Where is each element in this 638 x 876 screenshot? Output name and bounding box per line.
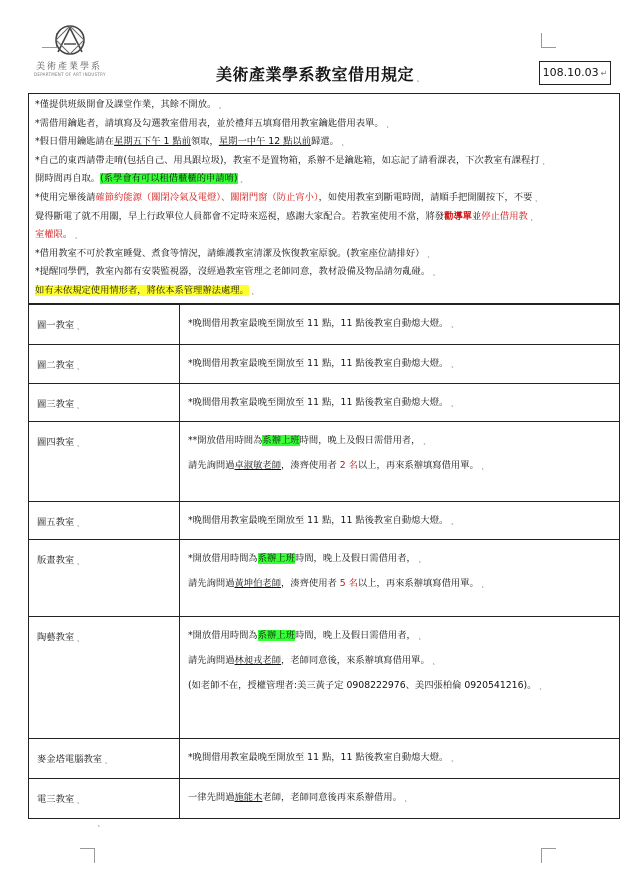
crop-mark [80,848,95,863]
text-segment: 卓淑敏老師 [234,460,281,471]
text-segment: 開時間再自取。 [35,173,101,185]
text-segment: 一律先問過 [188,792,235,803]
room-row [29,502,620,540]
text-segment: *借用教室不可於教室睡覺、煮食等情況，請維護教室清潔及恢復教室原貌。(教室座位請排好） [35,247,425,259]
text-segment: 確節約能源（關閉冷氣及電燈）、關閉門窗（防止宵小） [95,192,319,203]
text-segment: 歸還。 [310,136,339,148]
text-segment: *晚間借用教室最晚至開放至 11 點，11 點後教室自動熄大燈。 [188,752,449,763]
text-segment: ，湊齊使用者 [281,460,340,471]
text-segment: 系辦上班 [257,553,295,564]
room-rule [180,305,620,345]
text-segment: *開放借用時間為 [188,553,258,564]
rule-line: 覺得斷電了就不用關，早上行政單位人員都會不定時來巡視，感謝大家配合。若教室使用不當，將發勸導單並停止借用教 ˛ [35,210,534,222]
room-rule-line: 一律先問過施能木老師，老師同意後再來系辦借用。 ˛ [188,792,408,803]
rule-line: 如有未依規定使用情形者，將依本系管理辦法處理。 ˛ [35,285,255,296]
text-segment: 請先詢問過 [188,460,235,471]
rules-box [28,93,620,304]
rule-line: 開時間再自取。(系學會有可以租借櫃櫃的申請唷) ˛ [35,173,244,185]
rule-line: 室權限。 ˛ [35,229,79,241]
text-segment: *晚間借用教室最晚至開放至 11 點，11 點後教室自動熄大燈。 [188,358,449,369]
text-segment: ，老師同意後，來系辦填寫借用單。 [281,655,430,666]
text-segment: 如有未依規定使用情形者，將依本系管理辦法處理。 [35,285,249,296]
text-segment: *使用完畢後請 [35,192,96,203]
crop-mark [541,33,556,48]
room-rule-line: *晚間借用教室最晚至開放至 11 點，11 點後教室自動熄大燈。 ˛ [188,358,455,369]
text-segment: 星期一中午 12 點以前 [218,136,311,148]
text-segment: 系辦上班 [257,630,295,641]
room-name: 陶藝教室 ˛ [29,617,180,739]
room-name: 圖一教室 ˛ [29,305,180,345]
text-segment: 黃坤伯老師 [234,578,281,589]
room-name: 圖三教室 ˛ [29,384,180,422]
text-segment: **開放借用時間為 [188,435,263,446]
room-row [29,739,620,779]
text-segment: 星期五下午 1 點前 [114,136,191,148]
room-rule-line: 請先詢問過林昶戎老師，老師同意後，來系辦填寫借用單。 ˛ [188,655,436,666]
text-segment: 室權限 [35,229,63,241]
room-name: 圖二教室 ˛ [29,345,180,384]
text-segment: 停止借用教 [481,210,528,222]
room-rule [180,739,620,779]
room-rule-line: 請先詢問過卓淑敏老師，湊齊使用者 2 名以上，再來系辦填寫借用單。 ˛ [188,460,485,471]
room-row [29,779,620,819]
text-segment: *晚間借用教室最晚至開放至 11 點，11 點後教室自動熄大燈。 [188,318,449,329]
room-row [29,422,620,502]
text-segment: 並 [471,210,482,222]
text-segment: 2 名 [339,460,358,471]
room-rule-line: *開放借用時間為系辦上班時間，晚上及假日需借用者， ˛ [188,630,422,641]
room-name: 版畫教室 ˛ [29,540,180,617]
text-segment: 時間，晚上及假日需借用者， [294,553,416,564]
text-segment: 林昶戎老師 [234,655,281,666]
room-rule-line: *晚間借用教室最晚至開放至 11 點，11 點後教室自動熄大燈。 ˛ [188,318,455,329]
text-segment: (如老師不在，授權管理者:美三黃子定 0908222976、美四張柏倫 0920541216)。 [188,680,537,691]
text-segment: 請先詢問過 [188,578,235,589]
text-segment: *僅提供班級開會及課堂作業，其餘不開放。 [35,99,217,110]
text-segment: *提醒同學們，教室內都有安裝監視器，沒經過教室管理之老師同意，教材設備及物品請勿亂碰。 [35,266,431,278]
room-rule-line: 請先詢問過黃坤伯老師，湊齊使用者 5 名以上，再來系辦填寫借用單。 ˛ [188,578,485,589]
room-rule [180,779,620,819]
text-segment: *開放借用時間為 [188,630,258,641]
rule-line: *借用教室不可於教室睡覺、煮食等情況，請維護教室清潔及恢復教室原貌。(教室座位請排好） ˛ [35,247,431,259]
room-rule-line [188,667,619,679]
room-rule-line: *晚間借用教室最晚至開放至 11 點，11 點後教室自動熄大燈。 ˛ [188,752,455,763]
room-rule-line: *開放借用時間為系辦上班時間，晚上及假日需借用者， ˛ [188,553,422,564]
room-name: 圖五教室 ˛ [29,502,180,540]
text-segment: *自己的東西請帶走唷(包括自己、用具跟垃圾)，教室不是置物箱，系辦不是鑰匙箱，如忘記了請看課表，下次教室有課程打 [35,154,540,166]
rule-line: *需借用鑰匙者，請填寫及勾選教室借用表，並於禮拜五填寫借用教室鑰匙借用表單。 ˛ [35,117,390,129]
text-segment: 施能木 [234,792,263,803]
text-segment: 覺得斷電了就不用關，早上行政單位人員都會不定時來巡視，感謝大家配合。若教室使用不當，將發 [35,210,445,222]
text-segment: 時間，晚上及假日需借用者， [299,435,421,446]
room-name: 麥金塔電腦教室 ˛ [29,739,180,779]
text-segment: ，如使用教室到斷電時間，請順手把開關按下，不要 [318,192,533,203]
text-segment: *假日借用鑰匙請在 [35,136,115,148]
logo-english-text: DEPARTMENT OF ART INDUSTRY [34,72,106,77]
text-segment: 以上，再來系辦填寫借用單。 [357,578,479,589]
room-row [29,384,620,422]
text-segment: 時間，晚上及假日需借用者， [294,630,416,641]
crop-mark [541,848,556,863]
room-rule-line [188,565,619,577]
text-segment: 勸導單 [444,210,472,222]
rule-line: *使用完畢後請確節約能源（關閉冷氣及電燈）、關閉門窗（防止宵小），如使用教室到斷電時間，請順手把開關按下，不要 ˛ [35,192,539,203]
room-row [29,305,620,345]
date-box: 108.10.03 ↵ [539,61,611,85]
room-rule [180,384,620,422]
text-segment: 請先詢問過 [188,655,235,666]
text-segment: 。 [62,229,73,241]
room-row [29,540,620,617]
room-rule-line [188,642,619,654]
text-segment: (系學會有可以租借櫃櫃的申請唷) [100,173,238,185]
rule-line: *僅提供班級開會及課堂作業，其餘不開放。 ˛ [35,99,223,110]
text-segment: 5 名 [339,578,358,589]
rooms-table [28,304,620,819]
text-segment: 老師，老師同意後再來系辦借用。 [262,792,402,803]
rule-line: *提醒同學們，教室內都有安裝監視器，沒經過教室管理之老師同意，教材設備及物品請勿亂碰。 ˛ [35,266,437,278]
room-rule [180,422,620,502]
room-name: 電三教室 ˛ [29,779,180,819]
room-rule-line: *晚間借用教室最晚至開放至 11 點，11 點後教室自動熄大燈。 ˛ [188,515,455,526]
room-rule [180,502,620,540]
room-rule-line [188,447,619,459]
rule-line: *假日借用鑰匙請在星期五下午 1 點前領取，星期一中午 12 點以前歸還。 ˛ [35,136,345,148]
room-rule [180,617,620,739]
document-title: 美術產業學系教室借用規定 ˛ [216,65,421,84]
room-rule-line: **開放借用時間為系辦上班時間，晚上及假日需借用者， ˛ [188,435,427,446]
text-segment: *晚間借用教室最晚至開放至 11 點，11 點後教室自動熄大燈。 [188,397,449,408]
text-segment: 系辦上班 [262,435,300,446]
paragraph-mark: ˛ [97,818,101,827]
room-rule-line: (如老師不在，授權管理者:美三黃子定 0908222976、美四張柏倫 0920541216)。 ˛ [188,680,543,691]
room-row [29,617,620,739]
logo-chinese-text: 美術產業學系 [36,62,103,72]
room-rule-line: *晚間借用教室最晚至開放至 11 點，11 點後教室自動熄大燈。 ˛ [188,397,455,408]
rule-line: *自己的東西請帶走唷(包括自己、用具跟垃圾)，教室不是置物箱，系辦不是鑰匙箱，如忘記了請看課表，下次教室有課程打 ˛ [35,154,546,166]
text-segment: 以上，再來系辦填寫借用單。 [357,460,479,471]
text-segment: ，湊齊使用者 [281,578,340,589]
room-rule [180,345,620,384]
room-row [29,345,620,384]
text-segment: 領取， [190,136,219,148]
text-segment: *晚間借用教室最晚至開放至 11 點，11 點後教室自動熄大燈。 [188,515,449,526]
room-name: 圖四教室 ˛ [29,422,180,502]
text-segment: *需借用鑰匙者，請填寫及勾選教室借用表，並於禮拜五填寫借用教室鑰匙借用表單。 [35,117,384,129]
room-rule [180,540,620,617]
